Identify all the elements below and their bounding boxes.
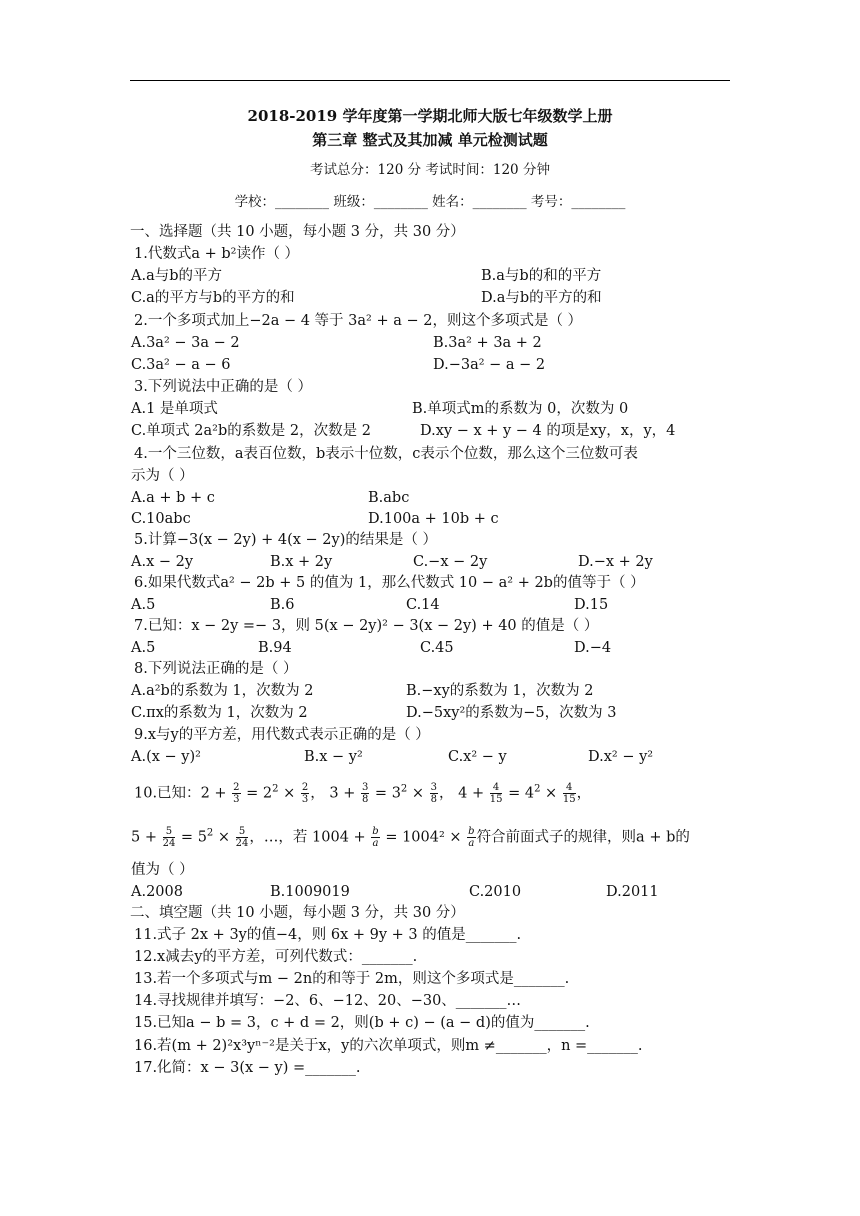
q6-option-c: C.14 xyxy=(406,597,440,613)
title-line-2: 第三章 整式及其加减 单元检测试题 xyxy=(312,131,548,149)
question-15: 15.已知a − b = 3，c + d = 2，则(b + c) − (a − d)的值为_______. xyxy=(134,1015,590,1031)
q7-option-d: D.−4 xyxy=(574,640,612,656)
q1-option-a: A.a与b的平方 xyxy=(131,268,223,284)
student-info: 学校：________ 班级：________ 姓名：________ 考号：________ xyxy=(234,194,626,210)
q10-end: 符合前面式子的规律，则a + b的 xyxy=(476,829,690,846)
q5-option-a: A.x − 2y xyxy=(131,554,194,570)
q2-option-b: B.3a² + 3a + 2 xyxy=(433,335,542,351)
header-rule xyxy=(130,80,730,81)
fraction: $\frac{3}{8}$ xyxy=(361,782,369,805)
q1-option-b: B.a与b的和的平方 xyxy=(481,268,602,284)
question-10-line-3: 值为（ ） xyxy=(131,862,194,878)
fraction: $\frac{5}{24}$ xyxy=(235,826,249,849)
q7-option-a: A.5 xyxy=(131,640,156,656)
q4-option-a: A.a + b + c xyxy=(131,490,215,506)
q2-option-a: A.3a² − 3a − 2 xyxy=(131,335,240,351)
q2-option-c: C.3a² − a − 6 xyxy=(131,357,231,373)
q3-option-b: B.单项式m的系数为 0，次数为 0 xyxy=(412,401,629,417)
section-choice-heading: 一、选择题（共 10 小题，每小题 3 分，共 30 分） xyxy=(130,224,465,240)
question-2: 2.一个多项式加上−2a − 4 等于 3a² + a − 2，则这个多项式是（ ） xyxy=(134,313,583,329)
exam-info: 考试总分：120 分 考试时间：120 分钟 xyxy=(310,162,550,178)
section-fill-heading: 二、填空题（共 10 小题，每小题 3 分，共 30 分） xyxy=(130,905,465,921)
q8-option-d: D.−5xy²的系数为−5，次数为 3 xyxy=(406,705,617,721)
q9-option-c: C.x² − y xyxy=(448,749,507,765)
fraction: $\frac{4}{15}$ xyxy=(562,782,576,805)
question-10-line-2: 5 + $\frac{5}{24}$ = $5^2$ × $\frac{5}{24}$ ，…，若 1004 + $\frac{b}{a}$ = 1004² × $\frac{b}{a}$ 符合前面式子的规律，则a + b的 xyxy=(131,826,690,849)
fraction: $\frac{5}{24}$ xyxy=(162,826,176,849)
q8-option-b: B.−xy的系数为 1，次数为 2 xyxy=(406,683,594,699)
q9-option-d: D.x² − y² xyxy=(588,749,654,765)
q8-option-c: C.πx的系数为 1，次数为 2 xyxy=(131,705,308,721)
title-line-1: 2018-2019 学年度第一学期北师大版七年级数学上册 xyxy=(247,107,613,125)
question-1: 1.代数式a + b²读作（ ） xyxy=(134,246,300,262)
q3-option-d: D.xy − x + y − 4 的项是xy，x，y，4 xyxy=(420,423,676,439)
q7-option-b: B.94 xyxy=(258,640,292,656)
q3-option-c: C.单项式 2a²b的系数是 2，次数是 2 xyxy=(131,423,371,439)
q10-option-b: B.1009019 xyxy=(270,884,350,900)
q4-option-b: B.abc xyxy=(368,490,410,506)
q10-option-c: C.2010 xyxy=(469,884,522,900)
question-12: 12.x减去y的平方差，可列代数式：_______. xyxy=(134,949,418,965)
question-10-line-1: 10.已知：2 + $\frac{2}{3}$ = $2^2$ × $\frac{2}{3}$ ， 3 + $\frac{3}{8}$ = $3^2$ × $\frac{3}{8}$ ， 4 + $\frac{4}{15}$ = $4^2$ × $\frac{4}{15}$ ， xyxy=(134,782,592,805)
fraction: $\frac{b}{a}$ xyxy=(468,826,475,849)
question-16: 16.若(m + 2)²x³yⁿ⁻²是关于x，y的六次单项式，则m ≠_______，n =_______. xyxy=(134,1038,643,1054)
q7-option-c: C.45 xyxy=(420,640,454,656)
q1-option-d: D.a与b的平方的和 xyxy=(481,290,602,306)
q10-option-d: D.2011 xyxy=(606,884,659,900)
q10-mid: = 1004² × xyxy=(385,829,462,846)
q6-option-a: A.5 xyxy=(131,597,156,613)
question-4-line-2: 示为（ ） xyxy=(131,468,194,484)
question-13: 13.若一个多项式与m − 2n的和等于 2m，则这个多项式是_______. xyxy=(134,971,570,987)
q10-option-a: A.2008 xyxy=(131,884,183,900)
q4-option-c: C.10abc xyxy=(131,511,191,527)
q6-option-d: D.15 xyxy=(574,597,609,613)
question-9: 9.x与y的平方差，用代数式表示正确的是（ ） xyxy=(134,727,430,743)
question-14: 14.寻找规律并填写：−2、6、−12、20、−30、_______… xyxy=(134,993,522,1009)
q3-option-a: A.1 是单项式 xyxy=(131,401,218,417)
q8-option-a: A.a²b的系数为 1，次数为 2 xyxy=(131,683,314,699)
q10-tail: ，…，若 1004 + xyxy=(249,829,366,846)
q9-option-b: B.x − y² xyxy=(304,749,363,765)
q4-option-d: D.100a + 10b + c xyxy=(368,511,499,527)
q10-intro: 10.已知： xyxy=(134,785,201,802)
question-3: 3.下列说法中正确的是（ ） xyxy=(134,379,312,395)
q5-option-b: B.x + 2y xyxy=(270,554,333,570)
fraction: $\frac{b}{a}$ xyxy=(372,826,379,849)
q6-option-b: B.6 xyxy=(270,597,295,613)
question-8: 8.下列说法正确的是（ ） xyxy=(134,661,298,677)
question-6: 6.如果代数式a² − 2b + 5 的值为 1，那么代数式 10 − a² + 2b的值等于（ ） xyxy=(134,575,645,591)
q2-option-d: D.−3a² − a − 2 xyxy=(433,357,546,373)
question-17: 17.化简：x − 3(x − y) =_______. xyxy=(134,1060,361,1076)
fraction: $\frac{2}{3}$ xyxy=(233,782,240,805)
fraction: $\frac{3}{8}$ xyxy=(430,782,438,805)
question-11: 11.式子 2x + 3y的值−4，则 6x + 9y + 3 的值是_______. xyxy=(134,927,522,943)
question-4-line-1: 4.一个三位数，a表百位数，b表示十位数，c表示个位数，那么这个三位数可表 xyxy=(134,446,638,462)
question-5: 5.计算−3(x − 2y) + 4(x − 2y)的结果是（ ） xyxy=(134,532,437,548)
fraction: $\frac{2}{3}$ xyxy=(301,782,309,805)
fraction: $\frac{4}{15}$ xyxy=(489,782,503,805)
q9-option-a: A.(x − y)² xyxy=(131,749,201,765)
q5-option-d: D.−x + 2y xyxy=(578,554,653,570)
question-7: 7.已知：x − 2y =− 3，则 5(x − 2y)² − 3(x − 2y) + 40 的值是（ ） xyxy=(134,618,599,634)
q5-option-c: C.−x − 2y xyxy=(413,554,488,570)
q1-option-c: C.a的平方与b的平方的和 xyxy=(131,290,295,306)
